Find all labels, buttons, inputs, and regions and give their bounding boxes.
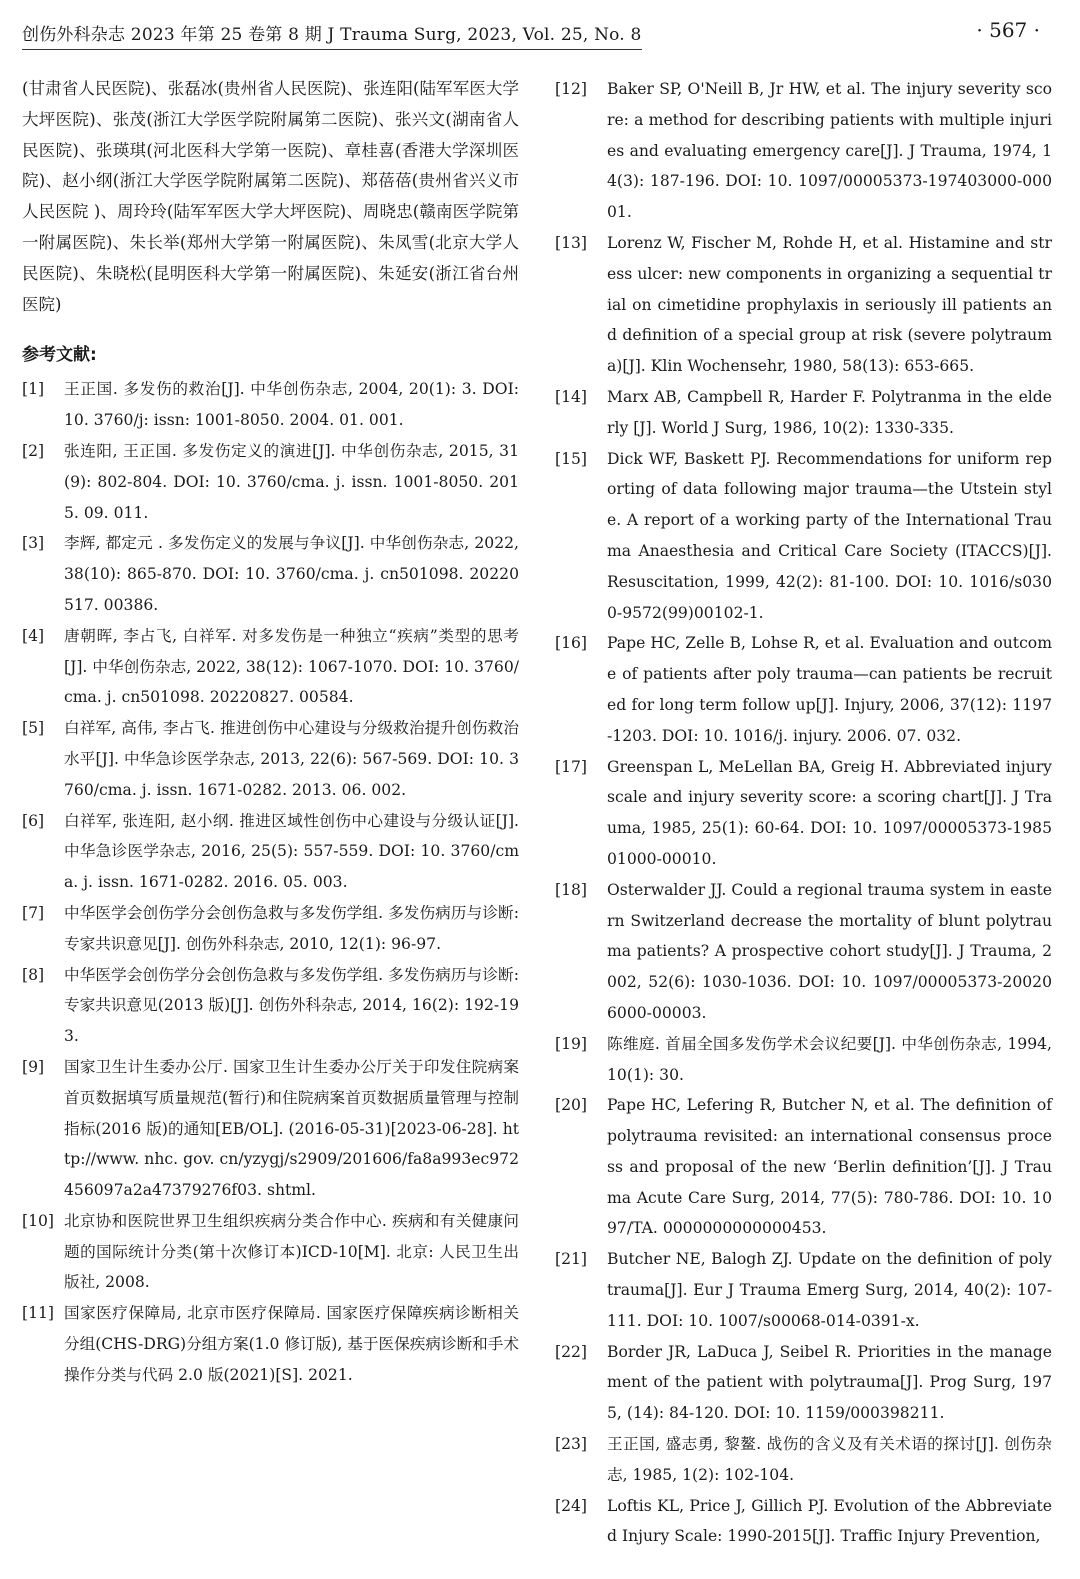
reference-number: [6] [22, 811, 45, 830]
reference-text: 国家卫生计生委办公厅. 国家卫生计生委办公厅关于印发住院病案首页数据填写质量规范(暂行)和住院病案首页数据质量管理与控制指标(2016 版)的通知[EB/OL]. (2016-05-31)[2023-06-28]. http://www. nhc. gov. cn/yzygj/s2909/201606/fa8a993ec972456097a2a47379276f03. shtml. [64, 1057, 519, 1200]
reference-number: [17] [555, 757, 588, 776]
reference-text: 王正国. 多发伤的救治[J]. 中华创伤杂志, 2004, 20(1): 3. DOI: 10. 3760/j: issn: 1001-8050. 2004. 01. 001. [64, 380, 519, 430]
reference-entry [22, 898, 519, 960]
reference-number: [14] [555, 387, 588, 406]
reference-text: 中华医学会创伤学分会创伤急救与多发伤学组. 多发伤病历与诊断: 专家共识意见(2013 版)[J]. 创伤外科杂志, 2014, 16(2): 192-193. [64, 965, 519, 1046]
reference-entry [22, 713, 519, 805]
reference-entry [555, 444, 1052, 629]
reference-text: 陈维庭. 首届全国多发伤学术会议纪要[J]. 中华创伤杂志, 1994, 10(1): 30. [607, 1034, 1052, 1084]
reference-entry [555, 1491, 1052, 1553]
journal-running-title: 创伤外科杂志 2023 年第 25 卷第 8 期 J Trauma Surg, 2023, Vol. 25, No. 8 [22, 20, 642, 50]
reference-entry [555, 752, 1052, 875]
reference-entry [22, 436, 519, 528]
reference-entry [555, 382, 1052, 444]
reference-text: Dick WF, Baskett PJ. Recommendations for uniform reporting of data following major trauma—the Utstein style. A report of a working party of the International Trauma Anaesthesia and Critical Care Society (ITACCS)[J]. Resuscitation, 1999, 42(2): 81-100. DOI: 10. 1016/s0300-9572(99)00102-1. [607, 449, 1052, 622]
reference-entry [555, 1090, 1052, 1244]
reference-entry [22, 1298, 519, 1390]
reference-number: [7] [22, 903, 45, 922]
reference-number: [5] [22, 719, 45, 738]
reference-text: Osterwalder JJ. Could a regional trauma system in eastern Switzerland decrease the mortality of blunt polytrauma patients? A prospective cohort study[J]. J Trauma, 2002, 52(6): 1030-1036. DOI: 10. 1097/00005373-200206000-00003. [607, 880, 1052, 1022]
reference-number: [24] [555, 1496, 588, 1515]
reference-number: [18] [555, 880, 588, 899]
reference-number: [2] [22, 441, 45, 460]
reference-text: 王正国, 盛志勇, 黎鳌. 战伤的含义及有关术语的探讨[J]. 创伤杂志, 1985, 1(2): 102-104. [607, 1435, 1052, 1484]
reference-text: Greenspan L, MeLellan BA, Greig H. Abbreviated injury scale and injury severity score: a scoring chart[J]. J Trauma, 1985, 25(1): 60-64. DOI: 10. 1097/00005373-198501000-00010. [607, 757, 1052, 868]
reference-number: [23] [555, 1435, 588, 1454]
reference-entry [22, 621, 519, 713]
reference-text: 白祥军, 张连阳, 赵小纲. 推进区域性创伤中心建设与分级认证[J]. 中华急诊医学杂志, 2016, 25(5): 557-559. DOI: 10. 3760/cma. j. issn. 1671-0282. 2016. 05. 003. [64, 811, 519, 892]
reference-entry [22, 1052, 519, 1206]
reference-entry [22, 374, 519, 436]
reference-text: 张连阳, 王正国. 多发伤定义的演进[J]. 中华创伤杂志, 2015, 31(9): 802-804. DOI: 10. 3760/cma. j. issn. 1001-8050. 2015. 09. 011. [64, 441, 519, 522]
reference-number: [12] [555, 80, 588, 98]
page-number: · 567 · [976, 18, 1040, 42]
reference-number: [16] [555, 634, 588, 653]
reference-text: Pape HC, Zelle B, Lohse R, et al. Evaluation and outcome of patients after poly trauma—can patients be recruited for long term follow up[J]. Injury, 2006, 37(12): 1197-1203. DOI: 10. 1016/j. injury. 2006. 07. 032. [607, 634, 1052, 745]
reference-number: [13] [555, 233, 588, 252]
reference-number: [10] [22, 1211, 55, 1230]
reference-entry [22, 1206, 519, 1298]
reference-text: 北京协和医院世界卫生组织疾病分类合作中心. 疾病和有关健康问题的国际统计分类(第十次修订本)ICD-10[M]. 北京: 人民卫生出版社, 2008. [64, 1211, 519, 1292]
reference-number: [19] [555, 1034, 588, 1053]
reference-entry [555, 228, 1052, 382]
reference-entry [22, 806, 519, 898]
reference-text: 国家医疗保障局, 北京市医疗保障局. 国家医疗保障疾病诊断相关分组(CHS-DRG)分组方案(1.0 修订版), 基于医保疾病诊断和手术操作分类与代码 2.0 版(2021)[S]. 2021. [64, 1304, 519, 1384]
reference-entry [555, 1429, 1052, 1491]
reference-text: Loftis KL, Price J, Gillich PJ. Evolution of the Abbreviated Injury Scale: 1990-2015[J]. Traffic Injury Prevention, [607, 1496, 1052, 1546]
reference-text: Pape HC, Lefering R, Butcher N, et al. The definition of polytrauma revisited: an international consensus process and proposal of the new ‘Berlin definition’[J]. J Trauma Acute Care Surg, 2014, 77(5): 780-786. DOI: 10. 1097/TA. 0000000000000453. [607, 1096, 1052, 1238]
left-column [22, 74, 519, 1391]
reference-text: Marx AB, Campbell R, Harder F. Polytranma in the elderly [J]. World J Surg, 1986, 10(2): 1330-335. [607, 387, 1052, 437]
reference-entry [555, 628, 1052, 751]
page-header [22, 18, 1040, 50]
reference-entry [555, 74, 1052, 228]
reference-entry [555, 1337, 1052, 1429]
reference-entry [22, 960, 519, 1052]
reference-text: Lorenz W, Fischer M, Rohde H, et al. Histamine and stress ulcer: new components in organizing a sequential trial on cimetidine prophylaxis in seriously ill patients and definition of a special group at risk (severe polytrauma)[J]. Klin Wochensehr, 1980, 58(13): 653-665. [607, 233, 1052, 376]
reference-text: Border JR, LaDuca J, Seibel R. Priorities in the management of the patient with polytrauma[J]. Prog Surg, 1975, (14): 84-120. DOI: 10. 1159/000398211. [607, 1342, 1052, 1423]
reference-text: Butcher NE, Balogh ZJ. Update on the definition of polytrauma[J]. Eur J Trauma Emerg Surg, 2014, 40(2): 107-111. DOI: 10. 1007/s00068-014-0391-x. [607, 1250, 1052, 1330]
reference-number: [9] [22, 1057, 45, 1076]
reference-number: [20] [555, 1096, 588, 1115]
reference-number: [15] [555, 449, 588, 468]
references-heading: 参考文献: [22, 345, 97, 366]
reference-list-right [555, 74, 1052, 1552]
reference-entry [555, 875, 1052, 1029]
reference-entry [555, 1029, 1052, 1091]
reference-text: 白祥军, 高伟, 李占飞. 推进创伤中心建设与分级救治提升创伤救治水平[J]. 中华急诊医学杂志, 2013, 22(6): 567-569. DOI: 10. 3760/cma. j. issn. 1671-0282. 2013. 06. 002. [64, 719, 519, 799]
reference-text: 李辉, 都定元 . 多发伤定义的发展与争议[J]. 中华创伤杂志, 2022, 38(10): 865-870. DOI: 10. 3760/cma. j. cn501098. 20220517. 00386. [64, 534, 519, 614]
reference-number: [4] [22, 626, 45, 645]
reference-number: [11] [22, 1304, 55, 1323]
reference-number: [8] [22, 965, 45, 984]
right-column [555, 74, 1052, 1552]
reference-text: 中华医学会创伤学分会创伤急救与多发伤学组. 多发伤病历与诊断: 专家共识意见[J]. 创伤外科杂志, 2010, 12(1): 96-97. [64, 903, 519, 953]
reference-text: Baker SP, O'Neill B, Jr HW, et al. The injury severity score: a method for describing patients with multiple injuries and evaluating emergency care[J]. J Trauma, 1974, 14(3): 187-196. DOI: 10. 1097/00005373-197403000-00001. [607, 80, 1052, 222]
reference-number: [1] [22, 380, 45, 399]
reference-list-left [22, 374, 519, 1390]
reference-number: [3] [22, 534, 45, 553]
acknowledgment-paragraph: (甘肃省人民医院)、张磊冰(贵州省人民医院)、张连阳(陆军军医大学大坪医院)、张茂(浙江大学医学院附属第二医院)、张兴文(湖南省人民医院)、张瑛琪(河北医科大学第一医院)、章桂喜(香港大学深圳医院)、赵小纲(浙江大学医学院附属第二医院)、郑蓓蓓(贵州省兴义市人民医院 )、周玲玲(陆军军医大学大坪医院)、周晓忠(赣南医学院第一附属医院)、朱长举(郑州大学第一附属医院)、朱凤雪(北京大学人民医院)、朱晓松(昆明医科大学第一附属医院)、朱延安(浙江省台州医院) [22, 79, 519, 314]
reference-entry [555, 1244, 1052, 1336]
reference-text: 唐朝晖, 李占飞, 白祥军. 对多发伤是一种独立“疾病”类型的思考[J]. 中华创伤杂志, 2022, 38(12): 1067-1070. DOI: 10. 3760/cma. j. cn501098. 20220827. 00584. [64, 626, 519, 707]
reference-entry [22, 528, 519, 620]
reference-number: [21] [555, 1250, 588, 1269]
reference-number: [22] [555, 1342, 588, 1361]
